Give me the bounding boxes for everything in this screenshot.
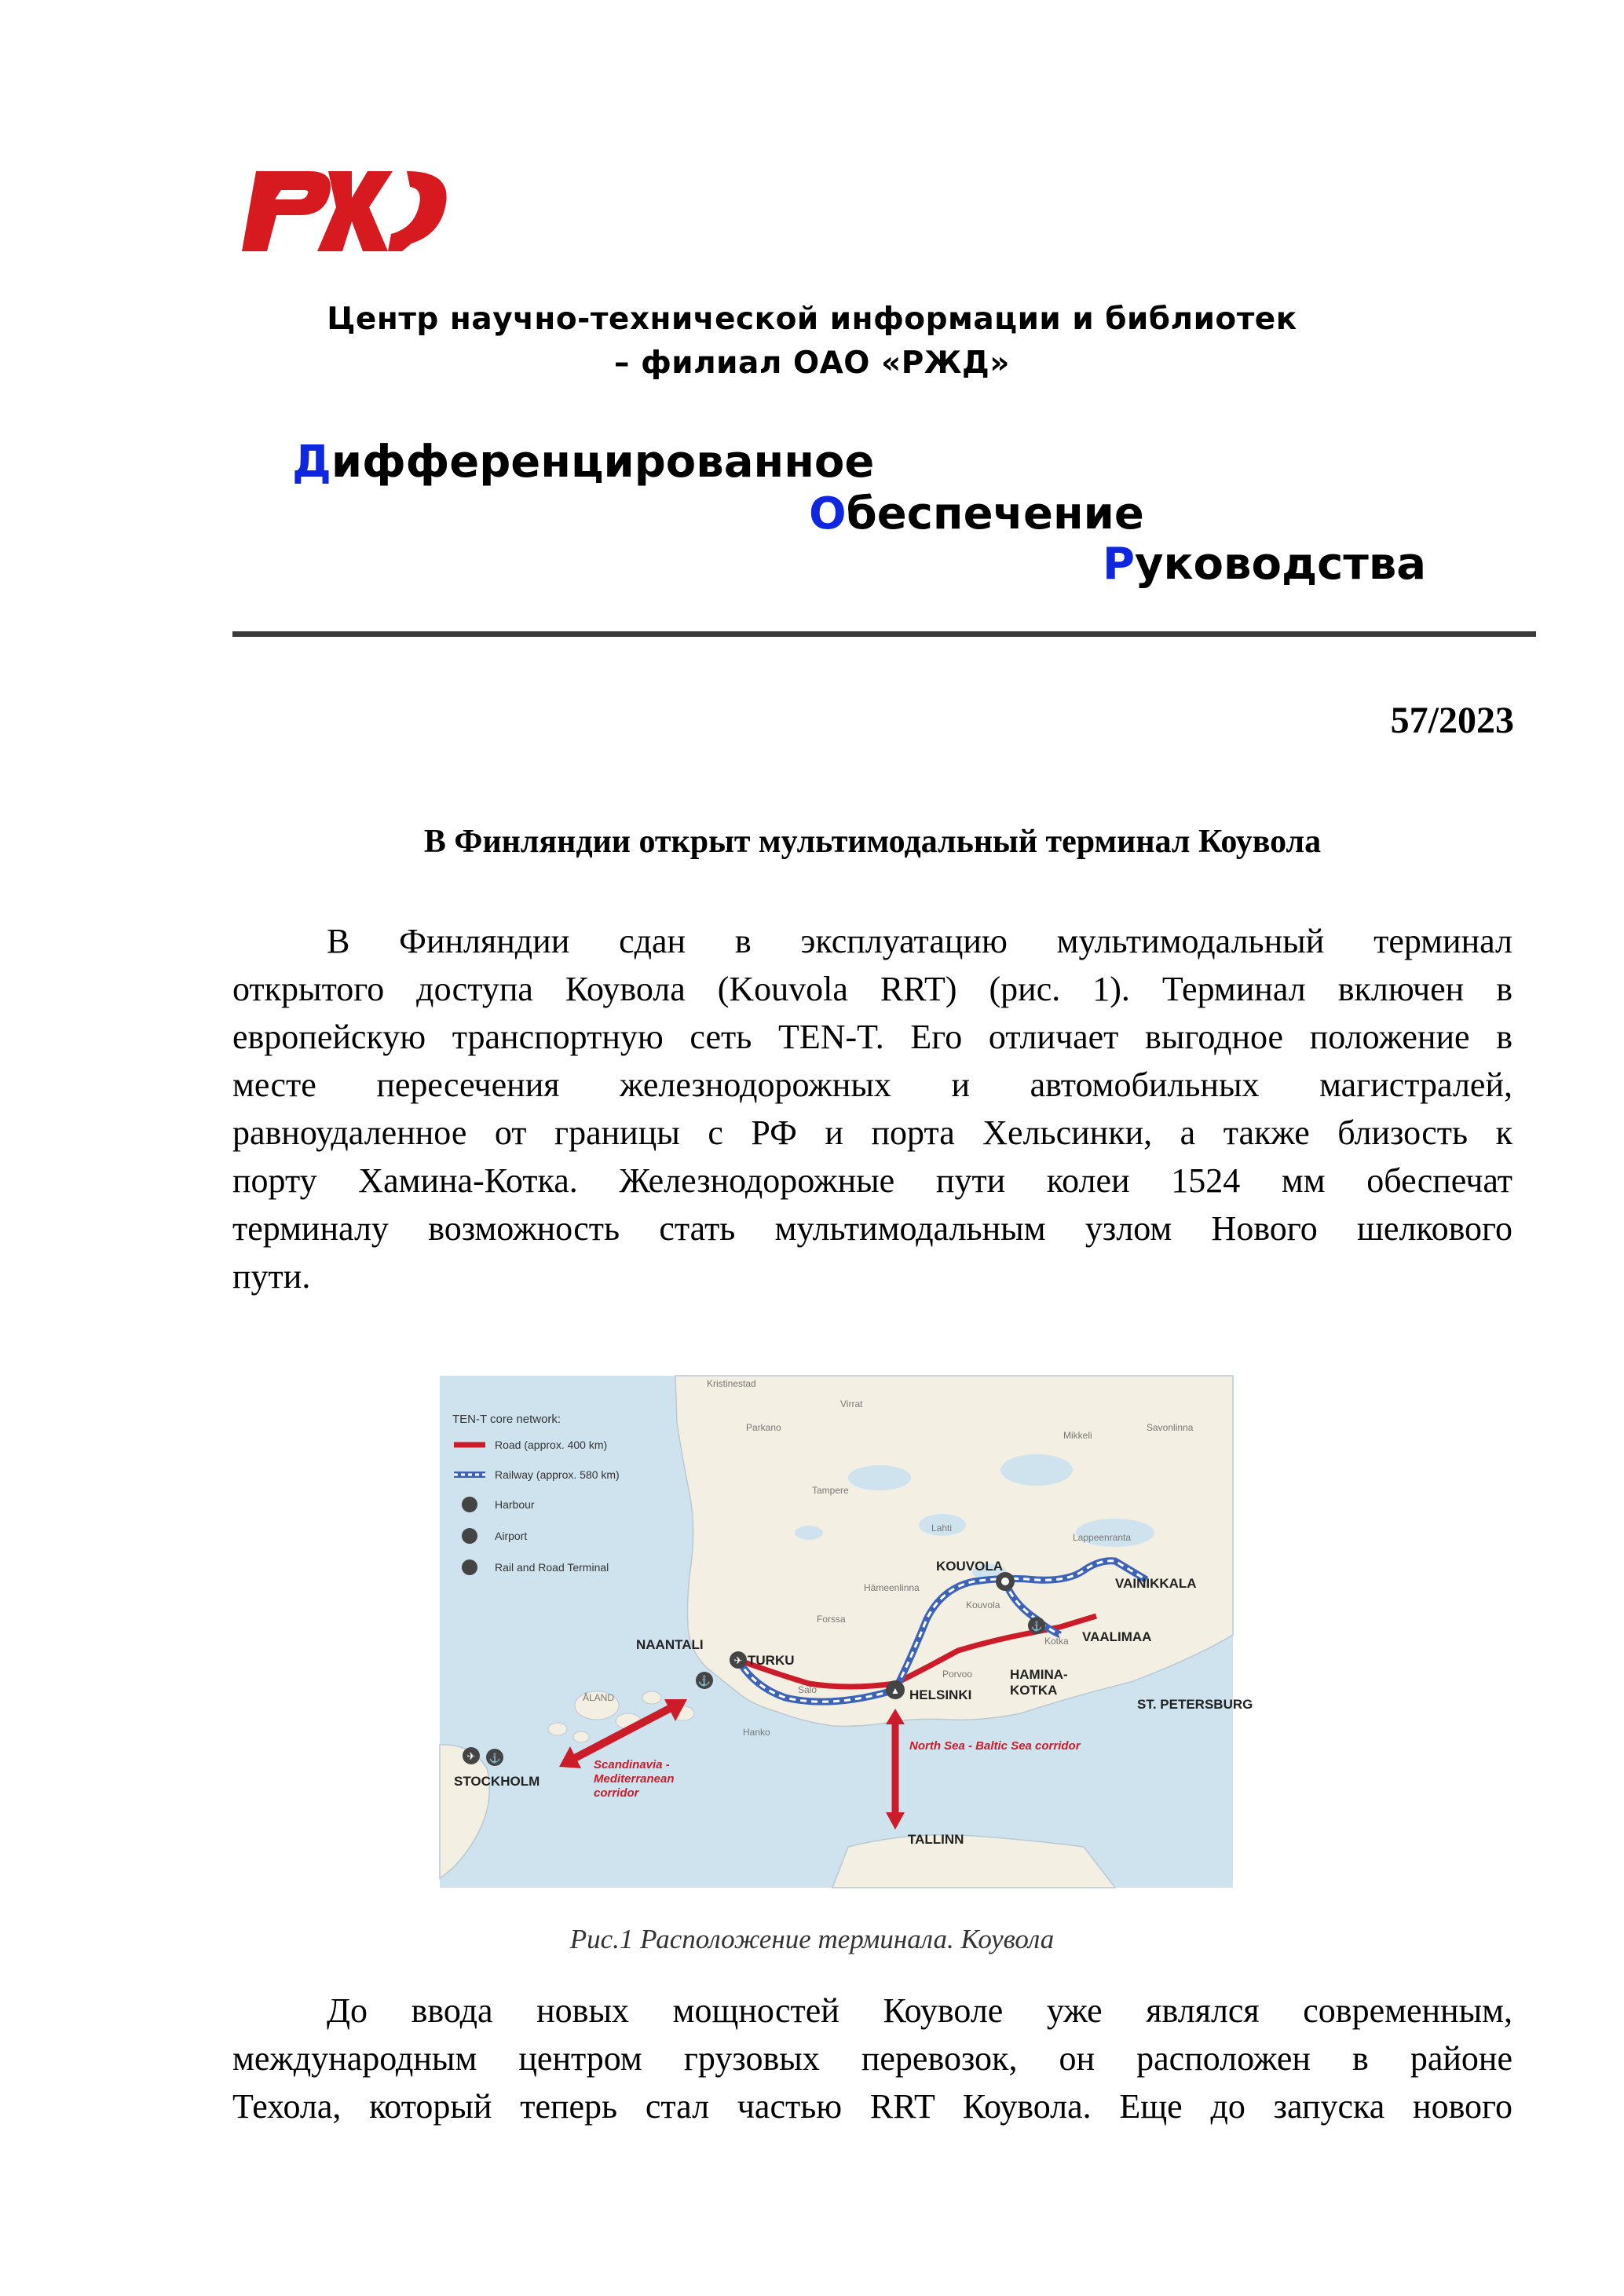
dor-word-1: ифференцированное [331, 437, 875, 488]
legend-title: TEN-T core network: [452, 1413, 561, 1426]
legend-harbour: Harbour [495, 1498, 535, 1511]
text-line: открытого доступа Коувола (Kouvola RRT) (рис. 1). Терминал включен в [232, 970, 1512, 1008]
label-nsb: North Sea - Baltic Sea corridor [909, 1739, 1081, 1753]
dor-line-1 [292, 437, 874, 488]
label-kouvola: KOUVOLA [936, 1559, 1003, 1574]
label-vaalimaa: VAALIMAA [1082, 1629, 1152, 1644]
legend-terminal: Rail and Road Terminal [495, 1561, 609, 1574]
legend-road: Road (approx. 400 km) [495, 1439, 608, 1451]
paragraph-1 [232, 917, 1512, 1300]
harbour-icon [1028, 1617, 1045, 1634]
figure-caption: Рис.1 Расположение терминала. Коувола [569, 1924, 1055, 1954]
label-salo: Salo [798, 1684, 817, 1695]
issue-number: 57/2023 [1390, 700, 1514, 741]
label-lahti: Lahti [931, 1523, 953, 1534]
label-st-petersburg: ST. PETERSBURG [1137, 1697, 1253, 1712]
label-kouvola-small: Kouvola [966, 1600, 1000, 1610]
terminal-icon [886, 1680, 905, 1699]
label-helsinki: HELSINKI [909, 1687, 972, 1702]
text-line: равноудаленное от границы с РФ и порта Хельсинки, а также близость к [232, 1113, 1512, 1152]
dor-word-3: уководства [1135, 539, 1427, 590]
label-porvoo: Porvoo [942, 1669, 973, 1680]
label-virrat: Virrat [840, 1398, 863, 1409]
harbour-icon [696, 1672, 713, 1689]
label-lappeenranta: Lappeenranta [1073, 1532, 1132, 1543]
text-line: европейскую транспортную сеть TEN-T. Его отличает выгодное положение в [232, 1018, 1512, 1056]
dor-word-2: беспечение [846, 488, 1144, 539]
label-kotka-small: Kotka [1044, 1636, 1069, 1647]
harbour-icon [462, 1497, 477, 1512]
label-hamina: HAMINA- [1010, 1667, 1068, 1682]
dor-letter-o: О [809, 488, 847, 539]
text-line: месте пересечения железнодорожных и автомобильных магистралей, [232, 1066, 1512, 1104]
label-naantali: NAANTALI [636, 1637, 704, 1652]
airport-icon [730, 1651, 747, 1669]
dor-letter-d: Д [292, 437, 331, 488]
label-mikkeli: Mikkeli [1063, 1430, 1092, 1441]
svg-text:✈: ✈ [466, 1750, 476, 1762]
label-kristinestad: Kristinestad [707, 1378, 756, 1389]
legend-airport: Airport [495, 1530, 528, 1542]
label-vainikkala: VAINIKKALA [1115, 1576, 1197, 1591]
text-line: Техола, который теперь стал частью RRT Коувола. Еще до запуска нового [232, 2087, 1512, 2126]
text-line: До ввода новых мощностей Коуволе уже являлся современным, [327, 1991, 1512, 2030]
label-stockholm: STOCKHOLM [454, 1774, 540, 1789]
label-scan-2: Mediterranean [594, 1772, 675, 1786]
label-kotka: KOTKA [1010, 1683, 1058, 1698]
svg-text:▲: ▲ [891, 1685, 900, 1696]
label-parkano: Parkano [746, 1422, 781, 1433]
rzd-logo [234, 155, 463, 254]
label-tampere: Tampere [812, 1485, 849, 1496]
header-divider [232, 631, 1536, 637]
terminal-icon [996, 1572, 1015, 1591]
airport-icon [462, 1528, 477, 1544]
org-line-2: – филиал ОАО «РЖД» [614, 345, 1010, 381]
label-hanko: Hanko [743, 1727, 770, 1738]
svg-text:⚓: ⚓ [488, 1753, 501, 1764]
svg-text:⚓: ⚓ [697, 1675, 711, 1687]
legend-railway: Railway (approx. 580 km) [495, 1468, 620, 1481]
label-tallinn: TALLINN [908, 1832, 964, 1847]
text-line: порту Хамина-Котка. Железнодорожные пути колеи 1524 мм обеспечат [232, 1161, 1512, 1200]
route-map [440, 1376, 1253, 1888]
label-hameenlinna: Hämeenlinna [864, 1582, 920, 1593]
article-title: В Финляндии открыт мультимодальный терминал Коувола [423, 824, 1322, 860]
label-turku: TURKU [748, 1653, 795, 1668]
text-line: В Финляндии сдан в эксплуатацию мультимодальный терминал [327, 922, 1512, 960]
dor-letter-r: Р [1103, 539, 1136, 590]
label-aland: ÅLAND [583, 1692, 615, 1703]
text-line: терминалу возможность стать мультимодальным узлом Нового шелкового [232, 1209, 1512, 1248]
harbour-icon [486, 1749, 503, 1766]
org-line-1: Центр научно-технической информации и библиотек [327, 302, 1297, 337]
text-line: пути. [232, 1257, 311, 1296]
svg-text:✈: ✈ [733, 1654, 743, 1666]
svg-text:⚓: ⚓ [1030, 1621, 1043, 1632]
airport-icon [463, 1747, 480, 1764]
paragraph-2 [232, 1987, 1512, 2130]
label-scan-1: Scandinavia - [594, 1758, 670, 1771]
dor-line-2 [809, 488, 1144, 539]
dor-line-3 [1103, 539, 1426, 590]
text-line: международным центром грузовых перевозок, он расположен в районе [232, 2039, 1512, 2078]
label-forssa: Forssa [817, 1614, 846, 1625]
label-savonlinna: Savonlinna [1147, 1422, 1194, 1433]
label-scan-3: corridor [594, 1786, 639, 1800]
terminal-icon [462, 1559, 477, 1575]
